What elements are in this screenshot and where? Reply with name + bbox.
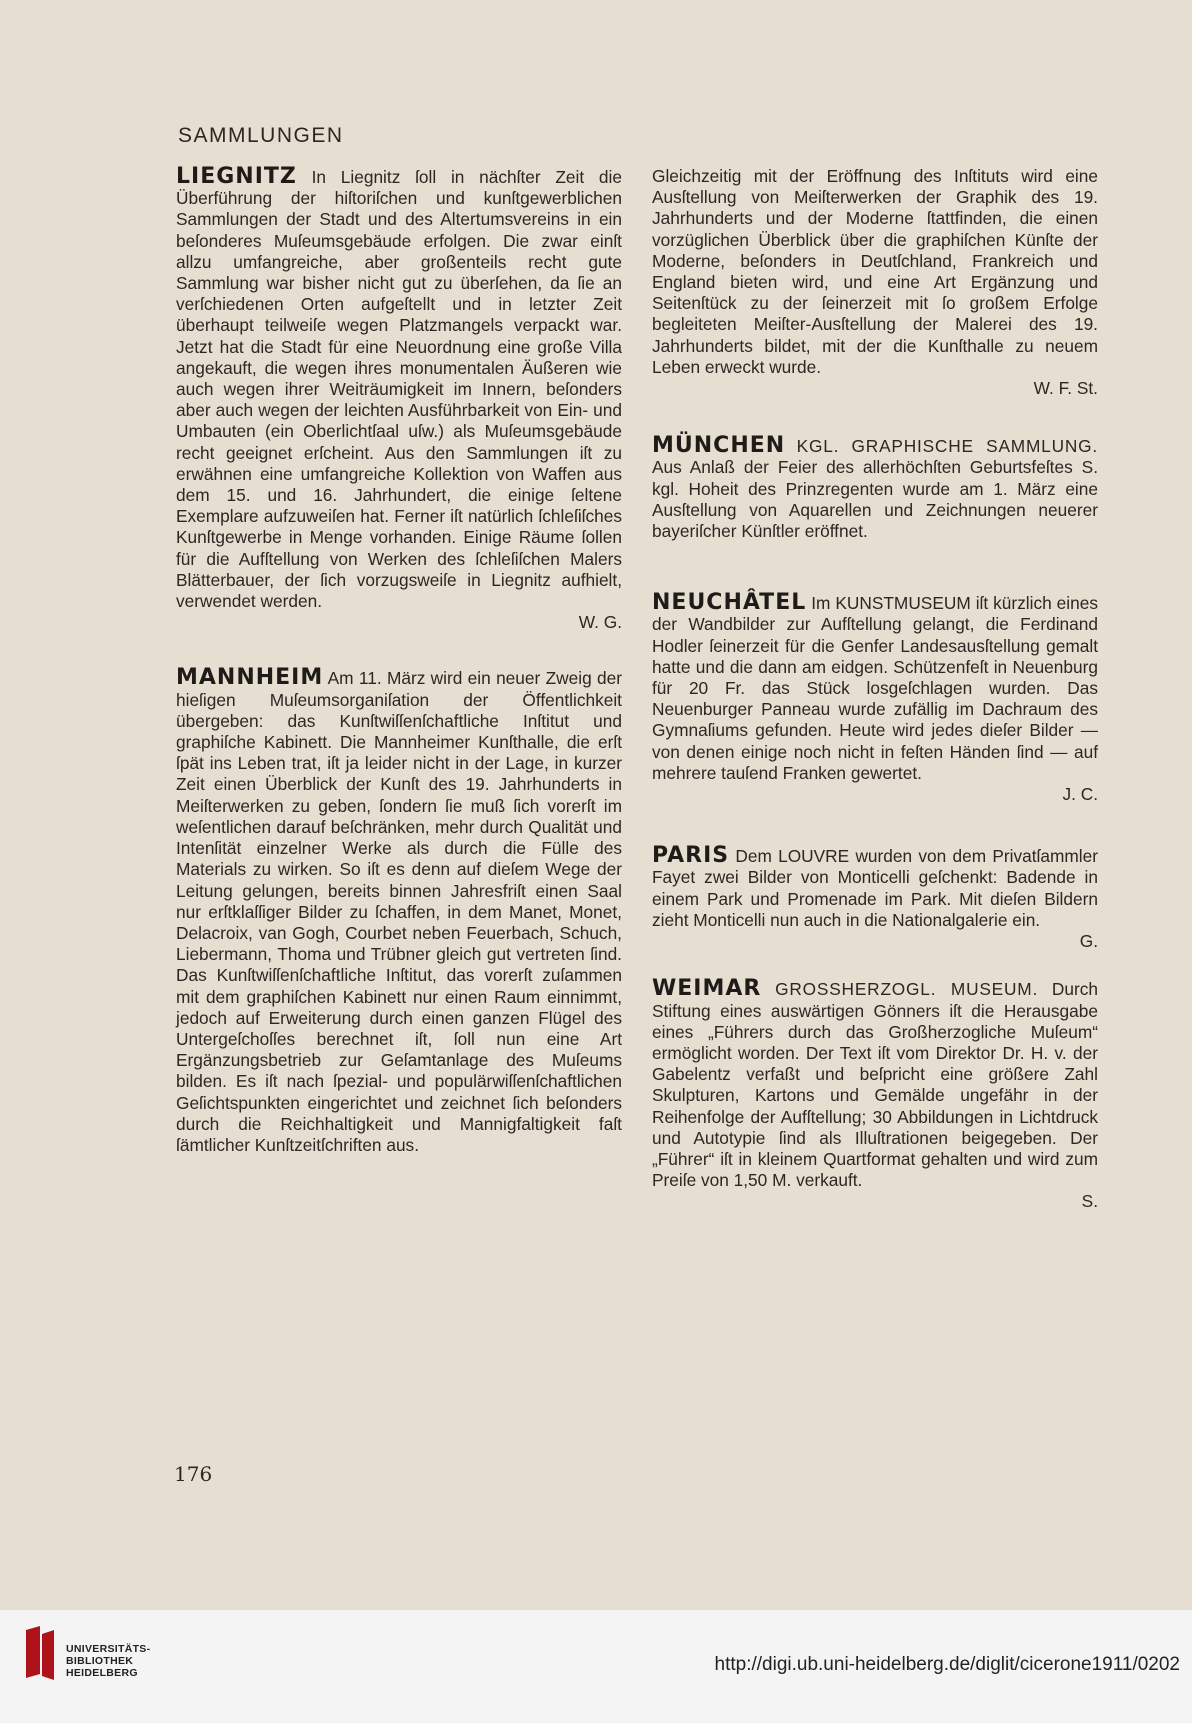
article-heading: WEIMAR [652,976,762,1002]
right-column [652,166,1098,1213]
running-head: SAMMLUNGEN [178,124,344,147]
article-signature: S. [1081,1191,1098,1212]
article-paragraph [652,845,1098,952]
library-name-line: HEIDELBERG [66,1667,138,1679]
page-number: 176 [174,1462,213,1486]
article-body: Durch Stiftung eines auswärtigen Gönners iſt die Herausgabe eines „Führers durch das Großherzogliche Muſeum“ ermöglicht worden. Der Text iſt vom Direktor Dr. H. v. der Gabelentz verfaßt und beſpricht eine größere Zahl Skulpturen, Kartons und Gemälde ungefähr in der Reihenfolge der Aufſtellung; 30 Abbildungen in Lichtdruck und Autotypie ſind als Illuſtrationen beigegeben. Der „Führer“ iſt in kleinem Quartformat gehalten und wird zum Preiſe von 1,50 M. verkauft. [652,979,1098,1191]
article-body: Aus Anlaß der Feier des allerhöchſten Geburtsfeſtes S. kgl. Hoheit des Prinzregenten wurde am 1. März eine Ausſtellung von Aquarellen und Zeichnungen neuerer bayeriſcher Künſtler eröffnet. [652,457,1098,542]
footer-bar [0,1610,1192,1723]
article-paragraph [652,166,1098,399]
article-heading: MÜNCHEN [652,433,786,459]
left-column [176,166,622,1156]
article-signature: J. C. [1062,784,1098,805]
article-muenchen [652,435,1098,542]
article-paragraph [652,435,1098,542]
article-paris [652,845,1098,952]
article-subheading: KGL. GRAPHISCHE SAMMLUNG. [796,436,1098,457]
article-subheading: GROSSHERZOGL. MUSEUM. [775,979,1039,1000]
article-signature: W. F. St. [1033,378,1098,399]
article-body: Dem LOUVRE wurden von dem Privatſammler Fayet zwei Bilder von Monticelli geſchenkt: Badende in einem Park und Promenade im Park. Mit dieſen Bildern zieht Monticelli nun auch in die Nationalgalerie ein. [652,846,1098,930]
article-body: Im KUNSTMUSEUM iſt kürzlich eines der Wandbilder zur Aufſtellung gelangt, die Ferdinand Hodler ſeinerzeit für die Genfer Landesausſtellung gemalt hatte und die dann am eidgen. Schützenfeſt in Neuenburg für 20 Fr. das Stück losgeſchlagen wurden. Das Neuenburger Panneau wurde zufällig im Dachraum des Gymnaſiums gefunden. Heute wird jedes dieſer Bilder — von denen einige noch nicht in feſten Händen ſind — auf mehrere tauſend Franken gewertet. [652,593,1098,783]
library-logo-icon [22,1624,58,1682]
article-signature: W. G. [578,612,622,633]
article-paragraph [652,978,1098,1212]
article-body: Am 11. März wird ein neuer Zweig der hieſigen Muſeumsorganiſation der Öffentlichkeit übergeben: das Kunſtwiſſenſchaftliche Inſtitut und graphiſche Kabinett. Die Mannheimer Kunſthalle, die erſt ſpät ins Leben trat, iſt ja leider nicht in der Lage, in kurzer Zeit einen Überblick der Kunſt des 19. Jahrhunderts in Meiſterwerken zu geben, ſondern ſie muß ſich vorerſt im weſentlichen darauf beſchränken, mehr durch Qualität und Intenſität einzelner Werke als durch die Fülle des Materials zu wirken. So iſt es denn auf dieſem Wege der Leitung gelungen, bereits binnen Jahresfriſt einen Saal nur erſtklaſſiger Bilder zu ſchaffen, in dem Manet, Monet, Delacroix, van Gogh, Courbet neben Feuerbach, Schuch, Liebermann, Thoma und Trübner gleich gut vertreten ſind. Das Kunſtwiſſenſchaftliche Inſtitut, das vorerſt zuſammen mit dem graphiſchen Kabinett nur einen Raum einnimmt, jedoch auf Erweiterung durch einen ganzen Flügel des Untergeſchoſſes berechnet iſt, ſoll nun eine Art Ergänzungsbetrieb zur Geſamtanlage des Muſeums bilden. Es iſt nach ſpezial- und populärwiſſenſchaftlichen Geſichtspunkten eingerichtet und zeichnet ſich beſonders durch die Reichhaltigkeit und Mannigfaltigkeit faſt ſämtlicher Kunſtzeitſchriften aus. [176,668,622,1155]
library-name [66,1643,150,1679]
article-neuchatel [652,592,1098,805]
article-paragraph [652,592,1098,805]
library-name-line: UNIVERSITÄTS- [66,1643,151,1655]
permalink-url[interactable]: http://digi.ub.uni-heidelberg.de/diglit/cicerone1911/0202 [714,1654,1180,1675]
article-heading: NEUCHÂTEL [652,590,807,616]
article-liegnitz [176,166,622,633]
article-weimar [652,978,1098,1212]
article-mannheim-continued [652,166,1098,399]
article-paragraph [176,667,622,1156]
article-heading: PARIS [652,843,730,869]
article-paragraph [176,166,622,633]
library-name-line: BIBLIOTHEK [66,1655,134,1667]
article-signature: G. [1079,931,1098,952]
article-body: Gleichzeitig mit der Eröffnung des Inſtituts wird eine Ausſtellung von Meiſterwerken der Graphik des 19. Jahrhunderts und der Moderne ſtattfinden, die einen vorzüglichen Überblick über die graphiſchen Künſte der Moderne, beſonders in Deutſchland, Frankreich und England bieten wird, und eine Art Ergänzung und Seitenſtück zu der ſeinerzeit mit ſo großem Erfolge begleiteten Meiſter-Ausſtellung der Malerei des 19. Jahrhunderts bildet, mit der die Kunſthalle zu neuem Leben erweckt wurde. [652,166,1098,377]
article-heading: MANNHEIM [176,665,324,691]
article-mannheim [176,667,622,1156]
article-heading: LIEGNITZ [176,164,297,189]
article-body: In Liegnitz ſoll in nächſter Zeit die Überführung der hiſtoriſchen und kunſtgewerblichen Sammlungen der Stadt und des Altertumsvereins in ein beſonderes Muſeumsgebäude erfolgen. Die zwar einſt allzu umfangreiche, aber großenteils recht gute Sammlung war bisher nicht gut zu überſehen, da ſie an verſchiedenen Orten aufgeſtellt und in letzter Zeit überhaupt teilweiſe wegen Platzmangels verpackt war. Jetzt hat die Stadt für eine Neuordnung eine große Villa angekauft, die wegen ihres monumentalen Äußeren wie auch wegen ihrer Weiträumigkeit im Innern, beſonders aber auch wegen der leichten Ausführbarkeit von Ein- und Umbauten (ein Oberlichtſaal uſw.) als Muſeumsgebäude recht geeignet erſcheint. Aus den Sammlungen iſt zu erwähnen eine umfangreiche Kollektion von Waffen aus dem 15. und 16. Jahrhundert, die einige ſeltene Exemplare aufzuweiſen hat. Ferner iſt natürlich ſchleſiſches Kunſtgewerbe in Menge vorhanden. Einige Räume ſollen für die Aufſtellung von Werken des ſchleſiſchen Malers Blätterbauer, der ſich vorzugsweiſe in Liegnitz aufhielt, verwendet werden. [176,167,622,612]
